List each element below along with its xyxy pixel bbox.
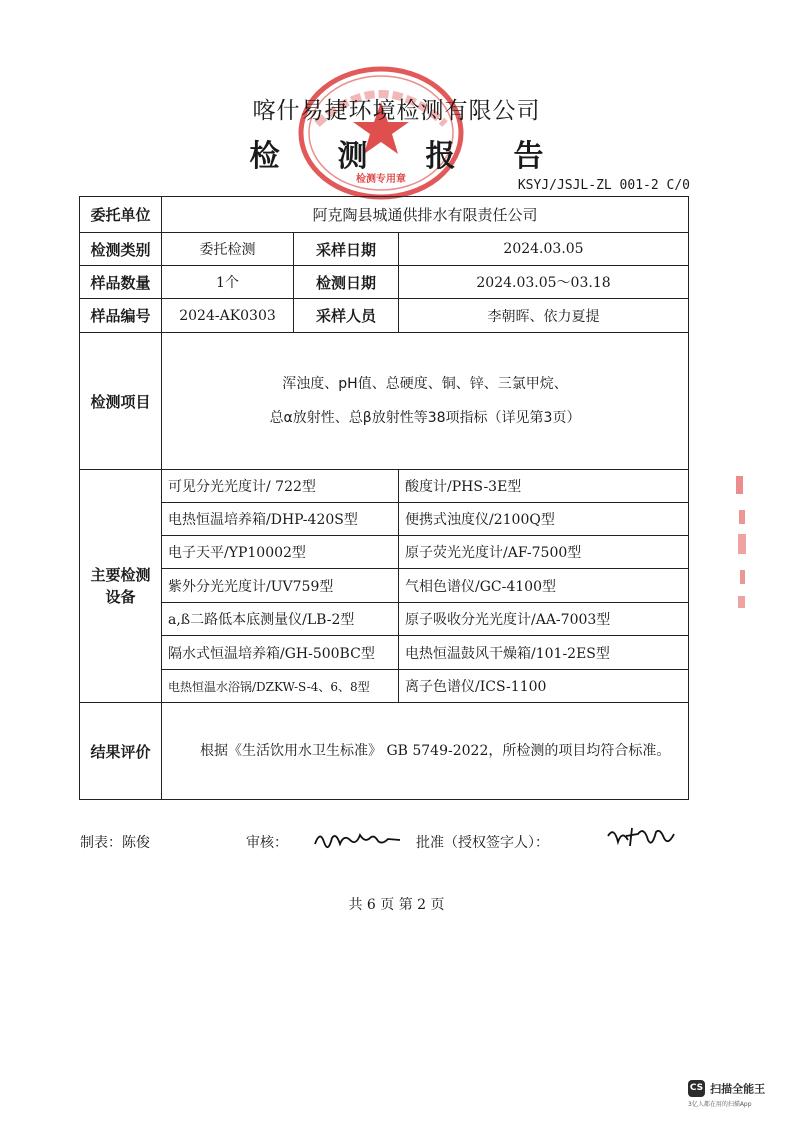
test-items-line-2: 总α放射性、总β放射性等38项指标（详见第3页） xyxy=(269,410,581,426)
page-number: 共 6 页 第 2 页 xyxy=(348,897,445,913)
approver-signature xyxy=(604,822,676,852)
equipment-item: 紫外分光光度计/UV759型 xyxy=(162,569,399,603)
scanner-app-name: 扫描全能王 xyxy=(710,1082,766,1096)
sample-qty-value: 1个 xyxy=(162,266,294,299)
test-date-label: 检测日期 xyxy=(294,266,399,299)
evaluation-label: 结果评价 xyxy=(80,703,162,800)
test-type-label: 检测类别 xyxy=(80,233,162,266)
report-table xyxy=(79,196,689,800)
client-value: 阿克陶县城通供排水有限责任公司 xyxy=(162,197,689,233)
table-row xyxy=(80,299,689,333)
equipment-item: 可见分光光度计/ 722型 xyxy=(162,470,399,503)
sampling-date-label: 采样日期 xyxy=(294,233,399,266)
table-row xyxy=(80,197,689,233)
scanner-watermark xyxy=(688,1078,788,1108)
table-row xyxy=(80,636,689,670)
review-label: 审核： xyxy=(246,835,288,851)
equipment-item: 电热恒温培养箱/DHP-420S型 xyxy=(162,503,399,536)
equipment-item: 离子色谱仪/ICS-1100 xyxy=(399,670,689,703)
table-row xyxy=(80,536,689,569)
table-row xyxy=(80,670,689,703)
equipment-item: 酸度计/PHS-3E型 xyxy=(399,470,689,503)
sampler-value: 李朝晖、依力夏提 xyxy=(399,299,689,333)
table-row xyxy=(80,233,689,266)
document-code: KSYJ/JSJL-ZL 001-2 C/0 xyxy=(517,178,690,193)
approve-label: 批准（授权签字人）： xyxy=(416,835,549,851)
equipment-item: 电热恒温水浴锅/DZKW-S-4、6、8型 xyxy=(162,670,399,703)
table-row xyxy=(80,703,689,800)
test-type-value: 委托检测 xyxy=(162,233,294,266)
equipment-item: 原子吸收分光光度计/AA-7003型 xyxy=(399,603,689,636)
prepared-by: 制表：陈俊 xyxy=(80,835,150,851)
test-items-label: 检测项目 xyxy=(80,333,162,470)
sample-qty-label: 样品数量 xyxy=(80,266,162,299)
equipment-item: 电热恒温鼓风干燥箱/101-2ES型 xyxy=(399,636,689,670)
test-items-line-1: 浑浊度、pH值、总硬度、铜、锌、三氯甲烷、 xyxy=(282,376,568,392)
equipment-item: 便携式浊度仪/2100Q型 xyxy=(399,503,689,536)
evaluation-value: 根据《生活饮用水卫生标准》 GB 5749-2022，所检测的项目均符合标准。 xyxy=(162,703,689,800)
sample-no-value: 2024-AK0303 xyxy=(162,299,294,333)
table-row xyxy=(80,503,689,536)
table-row xyxy=(80,266,689,299)
side-stamp-marks xyxy=(730,470,760,620)
sampler-label: 采样人员 xyxy=(294,299,399,333)
equipment-item: 气相色谱仪/GC-4100型 xyxy=(399,569,689,603)
test-date-value: 2024.03.05～03.18 xyxy=(399,266,689,299)
table-row xyxy=(80,333,689,470)
equipment-item: 原子荧光光度计/AF-7500型 xyxy=(399,536,689,569)
equipment-label: 主要检测 设备 xyxy=(80,470,162,703)
reviewer-signature xyxy=(312,826,402,852)
table-row xyxy=(80,470,689,503)
scanner-tagline: 3亿人都在用的扫描App xyxy=(688,1101,752,1108)
test-items-value xyxy=(162,333,689,470)
equipment-item: 电子天平/YP10002型 xyxy=(162,536,399,569)
equipment-item: 隔水式恒温培养箱/GH-500BC型 xyxy=(162,636,399,670)
company-name: 喀什易捷环境检测有限公司 xyxy=(252,98,541,124)
sample-no-label: 样品编号 xyxy=(80,299,162,333)
table-row xyxy=(80,603,689,636)
svg-text:检测专用章: 检测专用章 xyxy=(356,174,406,185)
scanner-logo-icon: CS xyxy=(688,1080,705,1097)
sampling-date-value: 2024.03.05 xyxy=(399,233,689,266)
equipment-item: a,ß二路低本底测量仪/LB-2型 xyxy=(162,603,399,636)
report-title: 检测报告 xyxy=(249,139,602,174)
table-row xyxy=(80,569,689,603)
client-label: 委托单位 xyxy=(80,197,162,233)
